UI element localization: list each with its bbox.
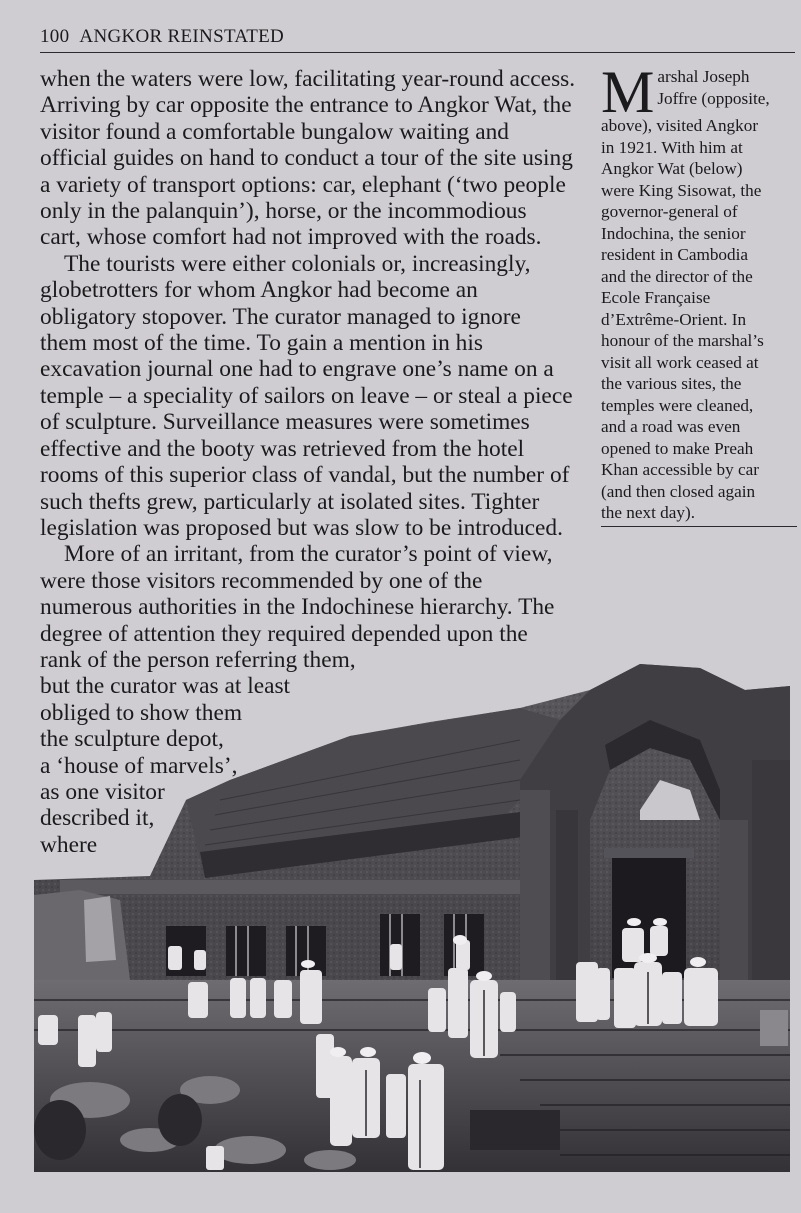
text-line: a variety of transport options: car, elephant (‘two people (40, 171, 566, 198)
text-line: legislation was proposed but was slow to be introduced. (40, 514, 563, 541)
text-line: obliged to show them (40, 699, 243, 726)
drop-cap: M (601, 59, 655, 125)
text-line: only in the palanquin’), horse, or the incommodious (40, 198, 527, 225)
caption-line: Indochina, the senior (601, 223, 746, 243)
caption-line: were King Sisowat, the (601, 180, 762, 200)
text-line: cart, whose comfort had not improved with the roads. (40, 224, 542, 251)
caption-line: the various sites, the (601, 374, 742, 393)
caption-line: and a road was even (601, 417, 741, 436)
text-line: More of an irritant, from the curator’s point of view, (64, 541, 553, 568)
caption-line: temples were cleaned, (601, 395, 754, 415)
page-number: 100 (40, 26, 70, 47)
caption-line: (and then closed again (601, 481, 756, 501)
photo-caption (601, 59, 793, 524)
caption-line: Ecole Française (601, 288, 711, 307)
paragraph-3 (40, 541, 588, 858)
text-line: were those visitors recommended by one of the (40, 567, 483, 594)
caption-line: Joffre (opposite, (657, 88, 770, 108)
text-line: when the waters were low, facilitating year-round access. (40, 66, 576, 92)
text-line: but the curator was at least (40, 673, 291, 700)
text-line: globetrotters for whom Angkor had become an (40, 277, 478, 304)
text-line: obligatory stopover. The curator managed to ignore (40, 303, 521, 330)
caption-line: resident in Cambodia (601, 245, 749, 264)
text-line: the sculpture depot, (40, 726, 224, 753)
text-line: temple – a speciality of sailors on leave – or steal a piece (40, 382, 573, 409)
text-line: rooms of this superior class of vandal, but the number of (40, 462, 570, 489)
text-line: where (40, 831, 98, 858)
caption-line: and the director of the (601, 266, 753, 286)
caption-line: Angkor Wat (below) (601, 159, 743, 178)
text-line: them most of the time. To gain a mention in his (40, 330, 483, 357)
caption-line: arshal Joseph (657, 67, 750, 86)
caption-line: Khan accessible by car (601, 460, 759, 479)
text-line: rank of the person referring them, (40, 646, 356, 673)
text-line: official guides on hand to conduct a tour of the site using (40, 145, 573, 172)
paragraph-2 (40, 251, 588, 541)
text-line: visitor found a comfortable bungalow waiting and (40, 118, 510, 145)
text-line: The tourists were either colonials or, increasingly, (64, 250, 531, 277)
text-line: excavation journal one had to engrave one’s name on a (40, 356, 554, 383)
caption-line: d’Extrême-Orient. In (601, 309, 747, 329)
body-text (40, 66, 588, 858)
paragraph-1 (40, 66, 588, 251)
running-title: ANGKOR REINSTATED (79, 26, 285, 47)
caption-line: the next day). (601, 503, 696, 522)
text-line: described it, (40, 805, 155, 832)
text-line: a ‘house of marvels’, (40, 752, 238, 779)
caption-rule (601, 526, 797, 527)
caption-line: visit all work ceased at (601, 352, 759, 372)
text-line: Arriving by car opposite the entrance to Angkor Wat, the (40, 92, 572, 119)
text-line: numerous authorities in the Indochinese hierarchy. The (40, 594, 555, 621)
text-line: as one visitor (40, 778, 165, 805)
caption-line: honour of the marshal’s (601, 331, 764, 350)
caption-line: above), visited Angkor (601, 116, 759, 135)
text-line: such thefts grew, particularly at isolated sites. Tighter (40, 488, 540, 515)
caption-line: governor-general of (601, 202, 738, 221)
text-line: degree of attention they required depended upon the (40, 620, 528, 647)
text-line: effective and the booty was retrieved from the hotel (40, 435, 525, 462)
text-line: of sculpture. Surveillance measures were sometimes (40, 409, 530, 436)
caption-line: opened to make Preah (601, 438, 754, 458)
caption-line: in 1921. With him at (601, 137, 743, 157)
